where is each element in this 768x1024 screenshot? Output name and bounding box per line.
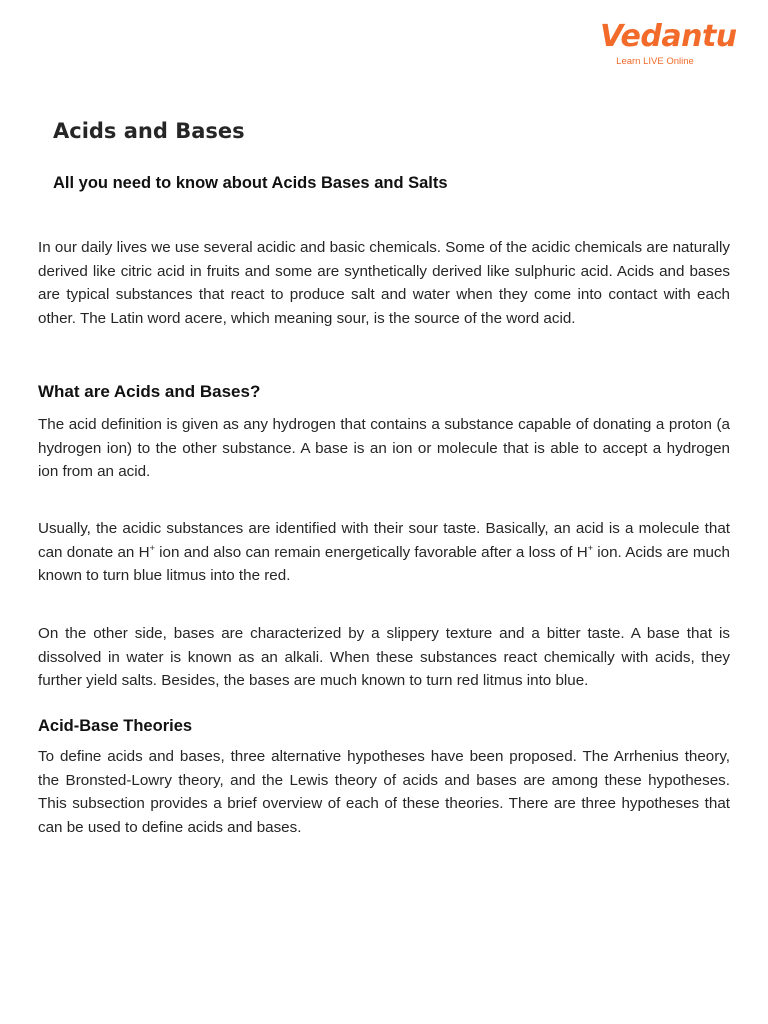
acid-properties-paragraph: Usually, the acidic substances are identified with their sour taste. Basically, an acid is a molecule that can donate an H+ ion and also can remain energetically favorable after a loss of H+ ion. Acids are much known to turn blue litmus into the red.: [38, 520, 730, 584]
theories-paragraph: To define acids and bases, three alternative hypotheses have been proposed. The Arrhenius theory, the Bronsted-Lowry theory, and the Lewis theory of acids and bases are among these hypotheses. This subsection provides a brief overview of each of these theories. There are three hypotheses that can be used to define acids and bases.: [38, 748, 730, 836]
acid-definition-paragraph: The acid definition is given as any hydrogen that contains a substance capable of donating a proton (a hydrogen ion) to the other substance. A base is an ion or molecule that is able to accept a hydrogen ion from an acid.: [38, 416, 730, 480]
intro-paragraph: In our daily lives we use several acidic and basic chemicals. Some of the acidic chemicals are naturally derived like citric acid in fruits and some are synthetically derived like sulphuric acid. Acids and bases are typical substances that react to produce salt and water when they come into contact with each other. The Latin word acere, which meaning sour, is the source of the word acid.: [38, 239, 730, 327]
page-subtitle: All you need to know about Acids Bases and Salts: [53, 174, 448, 192]
brand-name: Vedantu: [600, 19, 737, 54]
brand-tagline: Learn LIVE Online: [616, 56, 694, 67]
page-title: Acids and Bases: [53, 119, 245, 143]
brand-logo: [600, 19, 737, 68]
base-properties-paragraph: On the other side, bases are characterized by a slippery texture and a bitter taste. A base that is dissolved in water is known as an alkali. When these substances react chemically with acids, they further yield salts. Besides, the bases are much known to turn red litmus into blue.: [38, 625, 730, 689]
section-heading-acid-base-theories: Acid-Base Theories: [38, 717, 193, 735]
section-heading-what-are-acids: What are Acids and Bases?: [38, 382, 261, 401]
